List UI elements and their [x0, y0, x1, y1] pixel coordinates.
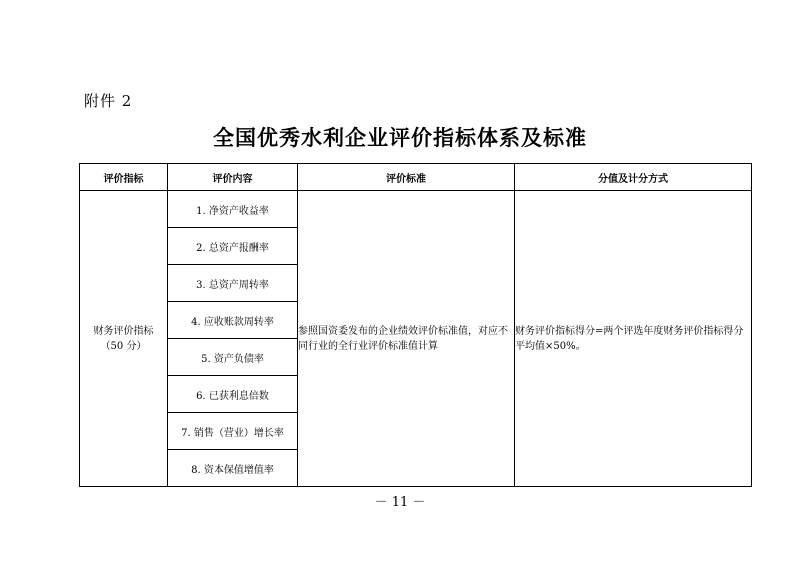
category-score: （50 分） [100, 340, 147, 352]
category-name: 财务评价指标 [93, 325, 154, 337]
header-scoring: 分值及计分方式 [515, 164, 752, 191]
item-cell: 2. 总资产报酬率 [168, 228, 298, 265]
item-cell: 8. 资本保值增值率 [168, 450, 298, 487]
item-cell: 5. 资产负债率 [168, 339, 298, 376]
item-cell: 1. 净资产收益率 [168, 191, 298, 228]
attachment-label: 附件 2 [84, 92, 133, 110]
scoring-cell: 财务评价指标得分=两个评选年度财务评价指标得分平均值×50%。 [515, 191, 752, 487]
header-standard: 评价标准 [298, 164, 515, 191]
item-cell: 7. 销售（营业）增长率 [168, 413, 298, 450]
document-title: 全国优秀水利企业评价指标体系及标准 [213, 126, 587, 150]
evaluation-table [79, 163, 752, 487]
header-indicator: 评价指标 [80, 164, 168, 191]
item-cell: 4. 应收账款周转率 [168, 302, 298, 339]
table-row [80, 191, 752, 228]
category-cell [80, 191, 168, 487]
item-cell: 3. 总资产周转率 [168, 265, 298, 302]
item-cell: 6. 已获利息倍数 [168, 376, 298, 413]
standard-cell: 参照国资委发布的企业绩效评价标准值，对应不同行业的全行业评价标准值计算 [298, 191, 515, 487]
page-number: － 11 － [374, 495, 426, 510]
header-content: 评价内容 [168, 164, 298, 191]
table-header-row [80, 164, 752, 191]
